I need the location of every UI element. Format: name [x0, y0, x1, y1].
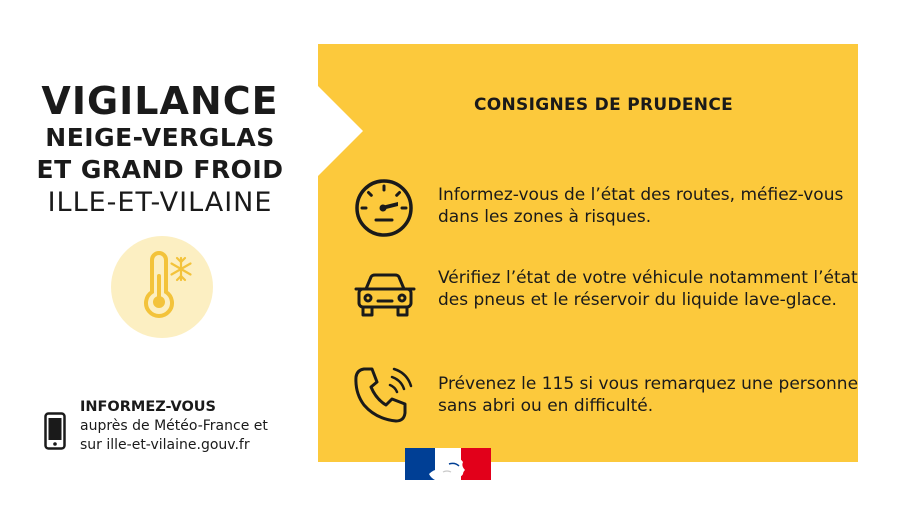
info-heading: INFORMEZ-VOUS [80, 399, 216, 415]
car-icon [352, 265, 418, 325]
speedometer-icon [352, 176, 416, 240]
info-line-website: sur ille-et-vilaine.gouv.fr [80, 437, 250, 453]
consigne-text-vehicule: Vérifiez l’état de votre véhicule notamment l’état des pneus et le réservoir du liquide lave-glace. [438, 268, 858, 310]
thermometer-snow-icon [111, 236, 213, 338]
consigne-text-routes: Informez-vous de l’état des routes, méfiez-vous dans les zones à risques. [438, 185, 844, 227]
info-line-meteo: auprès de Météo-France et [80, 418, 268, 434]
panel-notch [318, 86, 363, 176]
panel-title: CONSIGNES DE PRUDENCE [474, 95, 734, 115]
consigne-text-115: Prévenez le 115 si vous remarquez une personne sans abri ou en difficulté. [438, 374, 859, 416]
phone-icon [352, 365, 418, 429]
title-block [20, 80, 300, 220]
title-department: ILLE-ET-VILAINE [47, 187, 273, 218]
marianne-logo [405, 448, 491, 480]
title-grand-froid: ET GRAND FROID [36, 155, 284, 184]
title-vigilance: VIGILANCE [41, 79, 279, 123]
title-neige-verglas: NEIGE-VERGLAS [45, 123, 275, 152]
smartphone-icon [44, 412, 66, 450]
